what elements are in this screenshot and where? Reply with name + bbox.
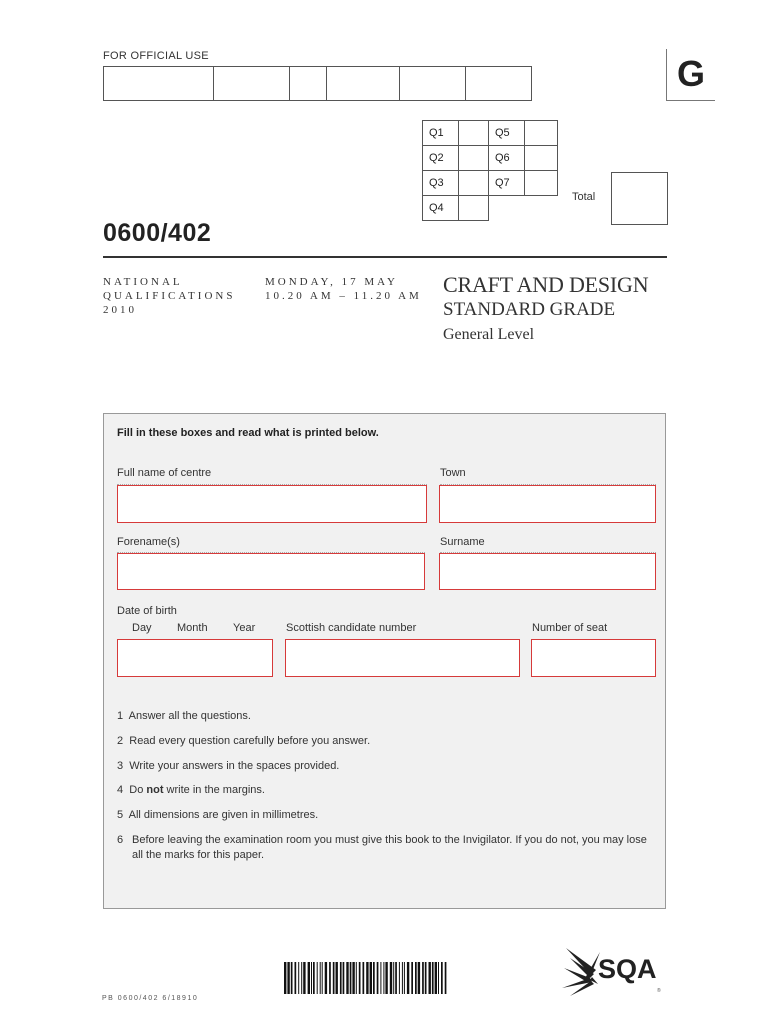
exam-time: 10.20 AM – 11.20 AM [265, 290, 422, 302]
barcode-bar [438, 962, 439, 994]
seat-number-label: Number of seat [532, 622, 608, 634]
barcode-bar [385, 962, 387, 994]
mark-box[interactable] [459, 146, 489, 171]
seat-number-field[interactable] [531, 639, 656, 677]
barcode-bar [291, 962, 293, 994]
instruction-item [117, 734, 657, 749]
question-marks-grid-right [488, 120, 558, 196]
barcode-bar [429, 962, 431, 994]
question-label: Q1 [423, 121, 459, 146]
barcode-bar [399, 962, 400, 994]
instruction-emphasis: not [146, 784, 164, 796]
instruction-text: Do [129, 784, 147, 796]
instruction-text: write in the margins. [163, 784, 265, 796]
question-label: Q7 [489, 171, 525, 196]
official-use-box[interactable] [290, 67, 327, 100]
question-label: Q3 [423, 171, 459, 196]
centre-label: Full name of centre [117, 467, 212, 479]
level-title: General Level [443, 326, 535, 343]
barcode-bar [325, 962, 327, 994]
barcode-bar [298, 962, 299, 994]
sqa-logo [560, 944, 670, 1000]
barcode-bar [432, 962, 434, 994]
question-label: Q2 [423, 146, 459, 171]
barcode-bar [422, 962, 424, 994]
instruction-item [117, 783, 657, 798]
town-field[interactable] [439, 485, 656, 523]
barcode-bar [393, 962, 394, 994]
barcode-bar [373, 962, 375, 994]
nq-line: NATIONAL [103, 276, 183, 288]
barcode-bar [359, 962, 361, 994]
sqa-logo-text: SQA [598, 954, 657, 984]
question-label: Q4 [423, 196, 459, 221]
barcode-bar [317, 962, 318, 994]
paper-code: 0600/402 [103, 219, 212, 247]
month-label: Month [177, 622, 208, 634]
instruction-text: Before leaving the examination room you must give this book to the Invigilator. If you do not, you may lose all the marks for this paper. [132, 834, 647, 861]
level-letter-badge: G [666, 49, 715, 101]
barcode-bar [411, 962, 413, 994]
total-mark-box[interactable] [611, 172, 668, 225]
barcode-bar [395, 962, 397, 994]
day-label: Day [132, 622, 152, 634]
instruction-number: 1 [117, 710, 124, 722]
exam-date: MONDAY, 17 MAY [265, 276, 398, 288]
barcode-bar [346, 962, 348, 994]
barcode-bar [311, 962, 312, 994]
question-label: Q6 [489, 146, 525, 171]
instruction-text: Read every question carefully before you answer. [129, 735, 371, 747]
forename-label: Forename(s) [117, 536, 180, 548]
town-label: Town [440, 467, 466, 479]
instruction-number: 3 [117, 760, 124, 772]
barcode-bar [313, 962, 315, 994]
barcode-bar [366, 962, 368, 994]
mark-box[interactable] [525, 146, 558, 171]
official-use-box[interactable] [400, 67, 466, 100]
barcode-bar [352, 962, 354, 994]
centre-name-field[interactable] [117, 485, 427, 523]
barcode-bar [425, 962, 427, 994]
barcode-bar [370, 962, 372, 994]
total-label: Total [572, 191, 596, 203]
mark-box[interactable] [459, 196, 489, 221]
instruction-text: Answer all the questions. [128, 710, 251, 722]
instruction-number: 5 [117, 809, 124, 821]
instruction-item [117, 759, 657, 774]
barcode-bar [336, 962, 338, 994]
nq-year: 2010 [103, 304, 137, 316]
barcode-bar [445, 962, 447, 994]
barcode-bar [441, 962, 443, 994]
barcode-bar [435, 962, 437, 994]
official-use-label: FOR OFFICIAL USE [103, 50, 209, 62]
instruction-number: 4 [117, 784, 124, 796]
instruction-item [117, 833, 657, 863]
candidate-number-label: Scottish candidate number [286, 622, 417, 634]
official-use-box[interactable] [104, 67, 214, 100]
nq-line: QUALIFICATIONS [103, 290, 236, 302]
official-use-box[interactable] [327, 67, 400, 100]
barcode-bar [380, 962, 381, 994]
official-use-box[interactable] [214, 67, 290, 100]
barcode-bar [418, 962, 420, 994]
barcode-bar [415, 962, 417, 994]
header-divider [103, 256, 667, 258]
surname-label: Surname [440, 536, 485, 548]
barcode-bar [377, 962, 379, 994]
barcode-bar [301, 962, 302, 994]
barcode-bar [320, 962, 321, 994]
subject-title: CRAFT AND DESIGN [443, 272, 649, 297]
exam-date-block [265, 275, 422, 303]
barcode-bar [407, 962, 409, 994]
barcode-bar [356, 962, 357, 994]
panel-heading: Fill in these boxes and read what is printed below. [117, 427, 379, 439]
national-qualifications-block [103, 275, 235, 317]
barcode-bar [284, 962, 286, 994]
barcode-bar [390, 962, 392, 994]
date-of-birth-label: Date of birth [117, 605, 177, 617]
candidate-number-field[interactable] [285, 639, 520, 677]
barcode-bar [308, 962, 310, 994]
surname-field[interactable] [439, 553, 656, 590]
question-label: Q5 [489, 121, 525, 146]
barcode-bar [402, 962, 403, 994]
year-label: Year [233, 622, 256, 634]
barcode-bar [322, 962, 323, 994]
mark-box[interactable] [459, 121, 489, 146]
instruction-item [117, 709, 657, 724]
question-marks-grid-left [422, 120, 489, 221]
subject-block [443, 272, 648, 346]
date-of-birth-field[interactable] [117, 639, 273, 677]
mark-box[interactable] [525, 121, 558, 146]
instruction-number: 6 [117, 834, 124, 846]
barcode-bar [333, 962, 335, 994]
barcode-bar [340, 962, 342, 994]
barcode-image [284, 962, 448, 1000]
official-use-boxes [103, 66, 532, 101]
barcode-bar [295, 962, 297, 994]
registered-mark: ® [657, 988, 661, 994]
mark-box[interactable] [459, 171, 489, 196]
barcode-bar [343, 962, 345, 994]
barcode-bar [404, 962, 405, 994]
instruction-text: All dimensions are given in millimetres. [128, 809, 319, 821]
instruction-text: Write your answers in the spaces provided. [129, 760, 340, 772]
barcode-bar [329, 962, 331, 994]
footer-code: PB 0600/402 6/18910 [102, 995, 199, 1002]
barcode-bar [303, 962, 305, 994]
grade-title: STANDARD GRADE [443, 299, 616, 320]
instruction-number: 2 [117, 735, 124, 747]
barcode-bar [363, 962, 365, 994]
official-use-box[interactable] [466, 67, 531, 100]
barcode-bar [287, 962, 289, 994]
barcode-bar [350, 962, 352, 994]
barcode-bar [383, 962, 384, 994]
mark-box[interactable] [525, 171, 558, 196]
forename-field[interactable] [117, 553, 425, 590]
instruction-item [117, 808, 657, 823]
